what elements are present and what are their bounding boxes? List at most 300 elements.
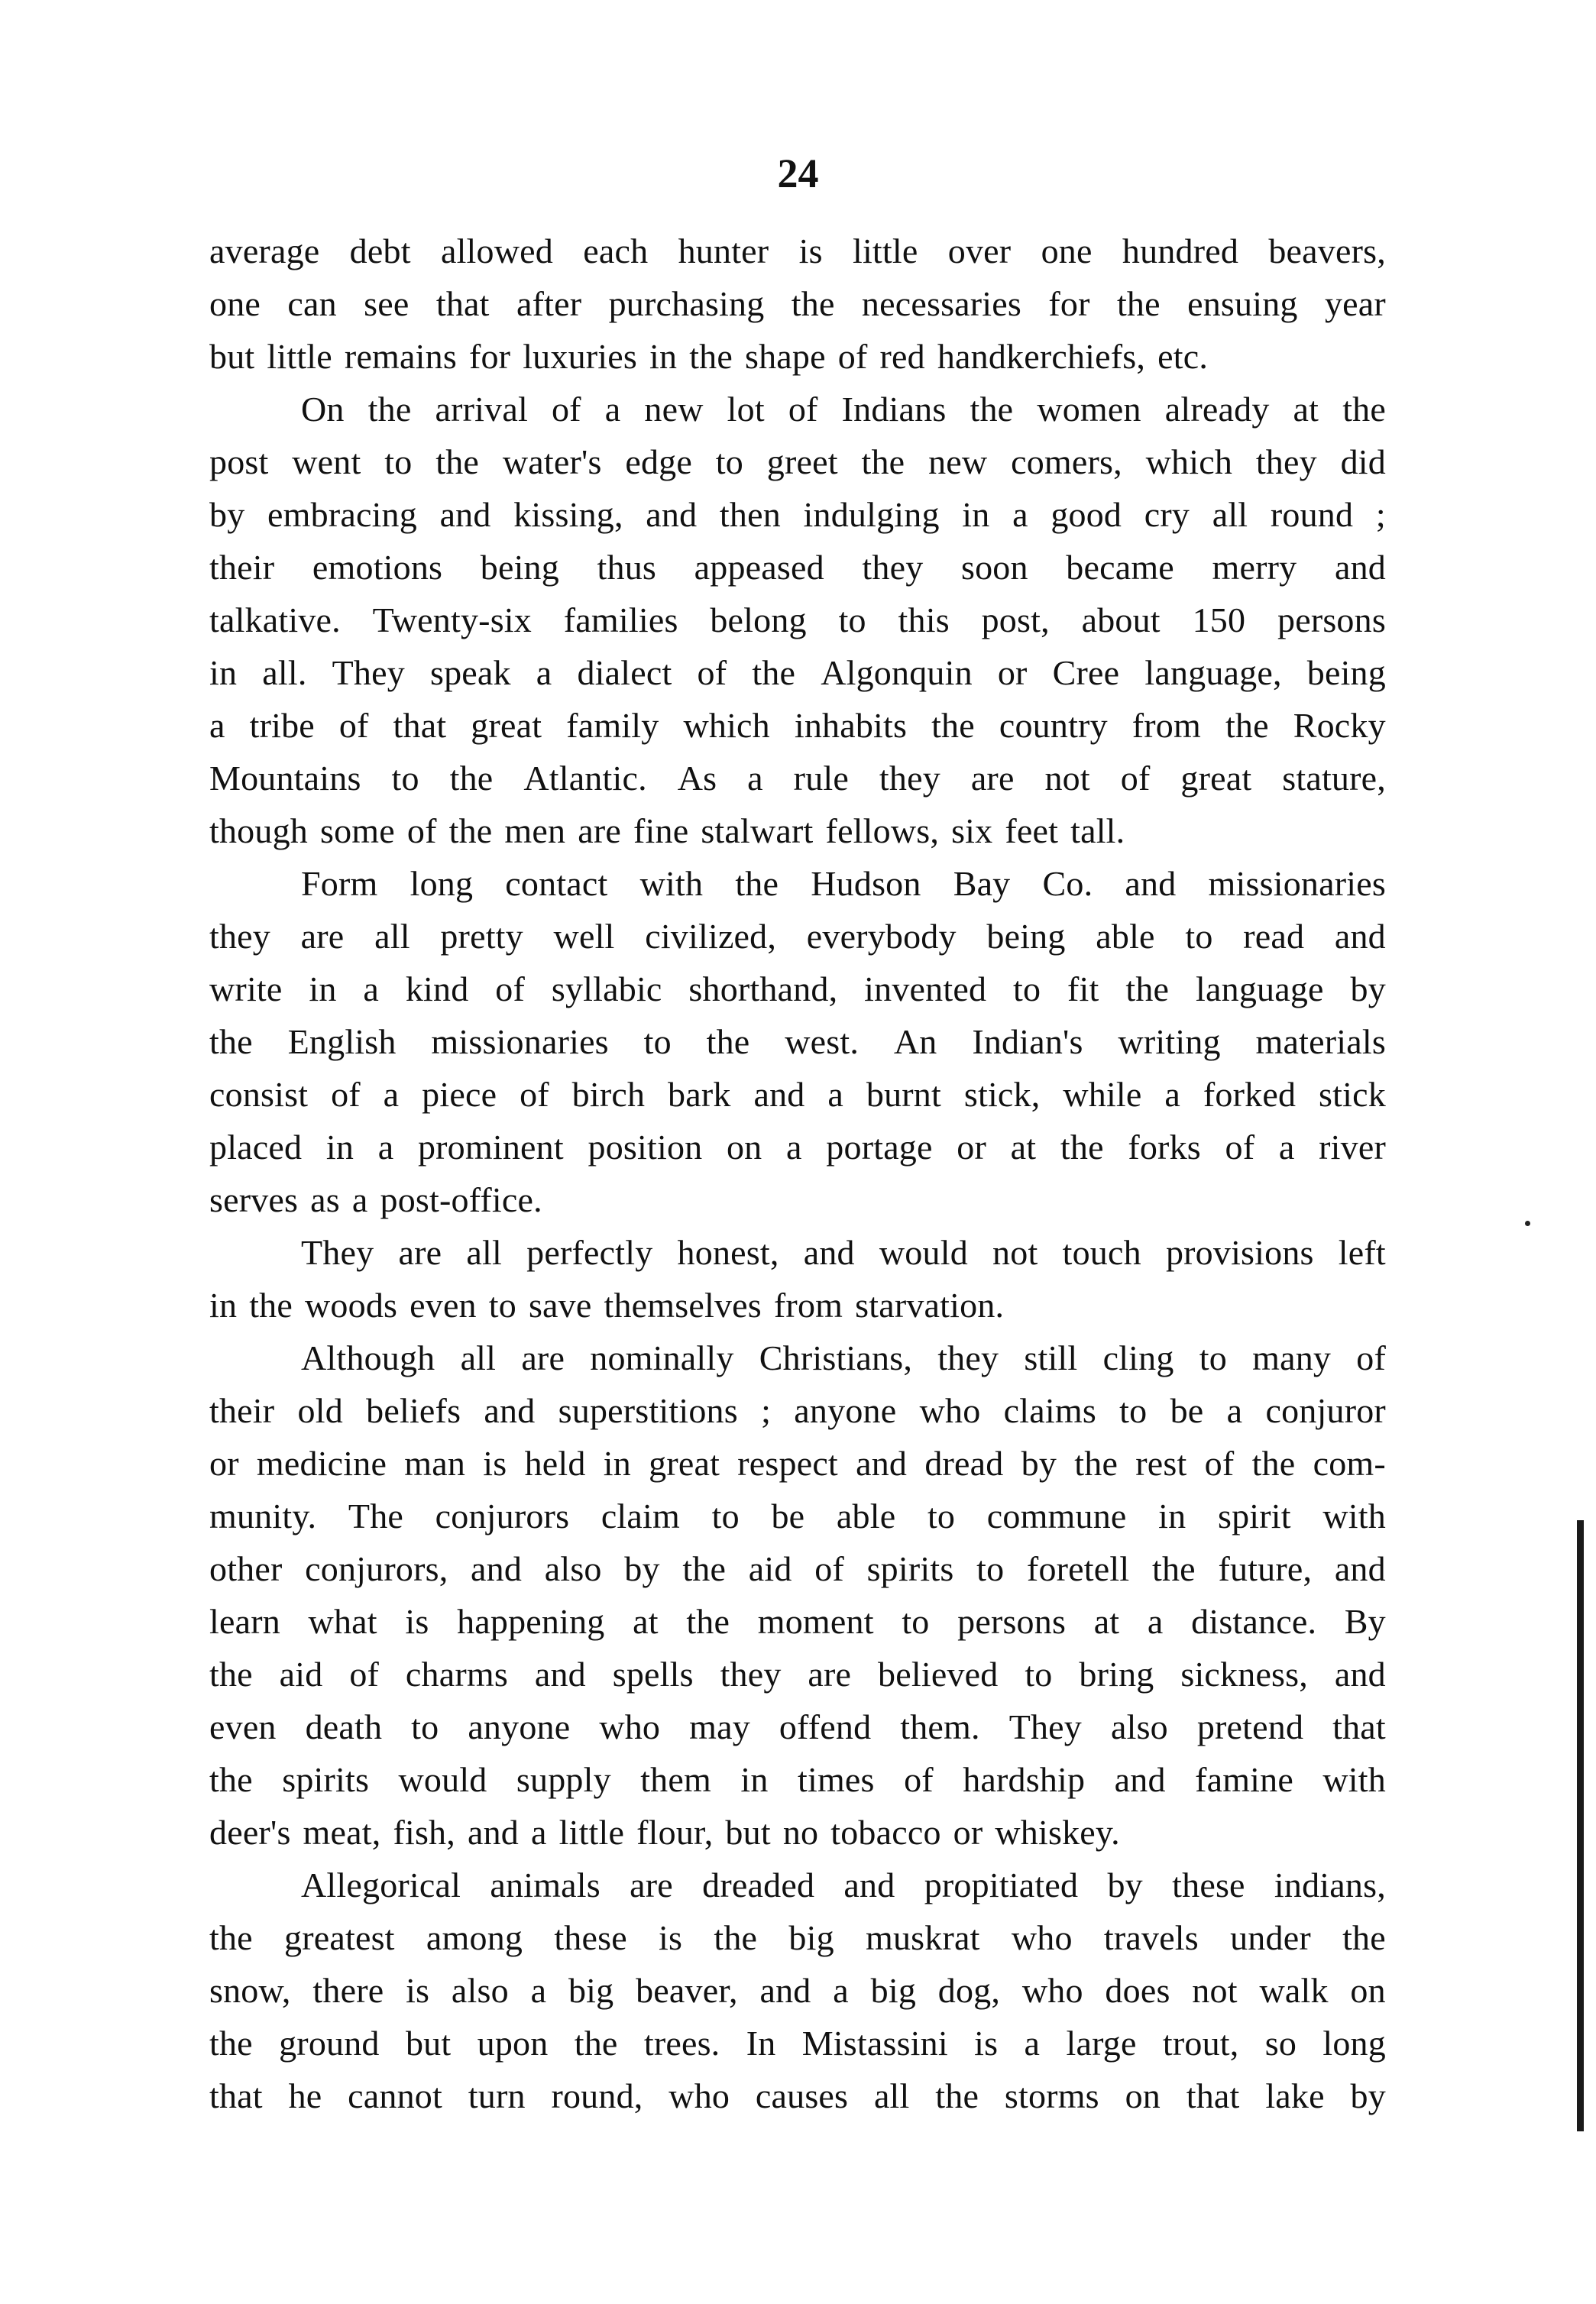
text-line <box>209 1542 1386 1595</box>
word: to <box>1025 1655 1053 1694</box>
word: and <box>471 1549 523 1588</box>
word: the <box>1225 706 1269 745</box>
word: missionaries <box>431 1022 609 1061</box>
text-line <box>209 2017 1386 2069</box>
word: placed <box>209 1128 303 1167</box>
word: upon <box>477 2024 549 2063</box>
word: a <box>1012 495 1028 534</box>
word: spirit <box>1217 1497 1291 1535</box>
word: of <box>331 1075 361 1114</box>
word: snow, <box>209 1971 291 2010</box>
word: superstitions <box>558 1391 738 1430</box>
word: to <box>384 442 413 481</box>
word: river <box>1319 1128 1386 1167</box>
word: As <box>677 759 717 798</box>
word: the <box>752 653 796 692</box>
text-line <box>209 594 1386 646</box>
word: a <box>786 1128 802 1167</box>
text-line <box>209 1384 1386 1437</box>
word: is <box>798 231 823 270</box>
word: the <box>970 390 1014 429</box>
word: They <box>1008 1707 1083 1746</box>
word: forked <box>1203 1075 1297 1114</box>
word: round <box>1270 495 1354 534</box>
word: family <box>566 706 659 745</box>
margin-dot <box>1525 1221 1530 1226</box>
word: the <box>1342 1918 1386 1957</box>
word: man <box>404 1444 466 1483</box>
word: to <box>1013 969 1041 1008</box>
word: arrival <box>435 390 528 429</box>
word: a <box>833 1971 849 2010</box>
word: not <box>1044 759 1090 798</box>
word: to <box>391 759 419 798</box>
word: birch <box>571 1075 646 1114</box>
word: invented <box>864 969 987 1008</box>
word: Rocky <box>1293 706 1386 745</box>
word: syllabic <box>551 969 662 1008</box>
word: the <box>1125 969 1170 1008</box>
word: By <box>1344 1602 1386 1641</box>
text-line <box>209 383 1386 435</box>
word: the <box>686 1602 730 1641</box>
word: of <box>551 390 581 429</box>
word: able <box>1096 917 1155 956</box>
word: six <box>951 811 993 850</box>
word: still <box>1024 1338 1078 1377</box>
word: the <box>689 337 733 376</box>
word: what <box>308 1602 377 1641</box>
word: them <box>640 1760 711 1799</box>
word: and <box>1334 917 1386 956</box>
word: ; <box>761 1391 772 1430</box>
word: rule <box>793 759 849 798</box>
word: propitiated <box>924 1866 1079 1904</box>
word: fellows, <box>825 811 940 850</box>
word: appeased <box>694 548 824 587</box>
word: woods <box>305 1286 398 1325</box>
word: post, <box>981 600 1050 639</box>
word: one <box>209 284 261 323</box>
word: women <box>1037 390 1141 429</box>
word: to <box>711 1497 740 1535</box>
text-line <box>209 910 1386 963</box>
word: ; <box>1375 495 1386 534</box>
word: to <box>902 1602 930 1641</box>
word: to <box>838 600 866 639</box>
word: men <box>504 811 566 850</box>
text-line <box>209 541 1386 594</box>
word: is <box>659 1918 683 1957</box>
word: not <box>992 1233 1038 1272</box>
word: 150 <box>1192 600 1246 639</box>
word: talkative. <box>209 600 341 639</box>
text-line <box>209 1490 1386 1542</box>
text-line <box>209 1648 1386 1700</box>
word: which <box>683 706 770 745</box>
word: would <box>879 1233 968 1272</box>
page-number: 24 <box>777 150 819 196</box>
word: piece <box>422 1075 497 1114</box>
word: embracing <box>267 495 417 534</box>
word: as <box>310 1180 340 1219</box>
word: the <box>435 442 480 481</box>
word: by <box>209 495 245 534</box>
word: perfectly <box>526 1233 653 1272</box>
word: hundred <box>1122 231 1239 270</box>
word: Allegorical <box>301 1866 461 1904</box>
word: water's <box>502 442 602 481</box>
word: the <box>209 1918 253 1957</box>
word: on <box>1125 2076 1161 2115</box>
word: turn <box>468 2076 526 2115</box>
word: handkerchiefs, <box>937 337 1146 376</box>
word: all <box>1212 495 1248 534</box>
word: can <box>287 284 337 323</box>
word: even <box>410 1286 477 1325</box>
word: a <box>1226 1391 1243 1430</box>
word: left <box>1338 1233 1386 1272</box>
word: comers, <box>1011 442 1122 481</box>
word: average <box>209 231 320 270</box>
word: all. <box>262 653 307 692</box>
text-line <box>209 1753 1386 1806</box>
word: trees. <box>643 2024 720 2063</box>
word: anyone <box>468 1707 571 1746</box>
word: the <box>1151 1549 1196 1588</box>
word: greatest <box>284 1918 395 1957</box>
word: all <box>466 1233 502 1272</box>
word: that <box>393 706 447 745</box>
word: forks <box>1128 1128 1201 1167</box>
word: a <box>383 1075 400 1114</box>
word: old <box>297 1391 343 1430</box>
word: claim <box>601 1497 680 1535</box>
word: shorthand, <box>688 969 838 1008</box>
word: bark <box>668 1075 731 1114</box>
text-line <box>209 1700 1386 1753</box>
word: travels <box>1103 1918 1199 1957</box>
word: they <box>937 1338 999 1377</box>
word: charms <box>405 1655 508 1694</box>
word: to <box>1185 917 1213 956</box>
word: being <box>480 548 559 587</box>
word: who <box>1011 1918 1073 1957</box>
word: Mistassini <box>801 2024 948 2063</box>
word: the <box>574 2024 618 2063</box>
word: of <box>814 1549 844 1588</box>
word: large <box>1066 2024 1137 2063</box>
word: pretty <box>440 917 523 956</box>
word: among <box>426 1918 523 1957</box>
word: them. <box>900 1707 980 1746</box>
word: An <box>893 1022 937 1061</box>
word: a <box>1024 2024 1041 2063</box>
word: burnt <box>866 1075 941 1114</box>
word: that <box>1186 2076 1240 2115</box>
word: of <box>1120 759 1151 798</box>
word: fish, <box>393 1813 455 1852</box>
word: able <box>836 1497 896 1535</box>
word: everybody <box>806 917 957 956</box>
word: or <box>953 1813 983 1852</box>
word: write <box>209 969 283 1008</box>
word: in <box>740 1760 769 1799</box>
word: under <box>1230 1918 1311 1957</box>
word: in <box>603 1444 631 1483</box>
word: on <box>1350 1971 1386 2010</box>
word: in <box>209 653 238 692</box>
word: aid <box>279 1655 323 1694</box>
word: of <box>349 1655 380 1694</box>
word: does <box>1105 1971 1170 2010</box>
word: a <box>363 969 380 1008</box>
word: became <box>1066 548 1174 587</box>
word: after <box>516 284 582 323</box>
word: a <box>827 1075 843 1114</box>
word: causes <box>755 2076 849 2115</box>
word: and <box>1334 548 1386 587</box>
word: some <box>319 811 395 850</box>
text-line <box>209 1595 1386 1648</box>
word: for <box>468 337 511 376</box>
word: commune <box>986 1497 1127 1535</box>
word: at <box>633 1602 659 1641</box>
word: while <box>1063 1075 1142 1114</box>
word: a <box>536 653 552 692</box>
word: long <box>410 864 474 903</box>
word: the <box>448 811 493 850</box>
word: walk <box>1259 1971 1329 2010</box>
word: to <box>715 442 743 481</box>
word: and <box>856 1444 908 1483</box>
text-line <box>209 1859 1386 1911</box>
word: Co. <box>1042 864 1093 903</box>
word: position <box>588 1128 703 1167</box>
word: being <box>986 917 1066 956</box>
word: famine <box>1195 1760 1293 1799</box>
word: allowed <box>440 231 553 270</box>
word: these <box>554 1918 627 1957</box>
word: on <box>726 1128 762 1167</box>
word: are <box>300 917 345 956</box>
word: at <box>1293 390 1319 429</box>
word: spirits <box>866 1549 954 1588</box>
word: necessaries <box>861 284 1022 323</box>
word: the <box>706 1022 750 1061</box>
word: a <box>604 390 621 429</box>
word: to <box>411 1707 439 1746</box>
word: the <box>714 1918 758 1957</box>
word: dog, <box>937 1971 1001 2010</box>
word: they <box>1255 442 1317 481</box>
word: see <box>364 284 410 323</box>
text-line <box>209 1015 1386 1068</box>
word: offend <box>779 1707 872 1746</box>
word: the <box>935 2076 979 2115</box>
word: then <box>719 495 781 534</box>
word: big <box>788 1918 834 1957</box>
word: all <box>460 1338 497 1377</box>
word: bring <box>1079 1655 1154 1694</box>
word: prominent <box>417 1128 564 1167</box>
word: believed <box>878 1655 999 1694</box>
word: of <box>697 653 727 692</box>
text-line <box>209 330 1386 383</box>
word: to <box>1199 1338 1227 1377</box>
word: greet <box>766 442 838 481</box>
text-line <box>209 1332 1386 1384</box>
word: Bay <box>953 864 1011 903</box>
word: at <box>1010 1128 1037 1167</box>
word: other <box>209 1549 283 1588</box>
word: are <box>970 759 1015 798</box>
word: honest, <box>677 1233 779 1272</box>
text-line <box>209 1121 1386 1173</box>
word: foretell <box>1026 1549 1130 1588</box>
word: to <box>488 1286 516 1325</box>
word: a <box>351 1180 368 1219</box>
word: and <box>1125 864 1177 903</box>
word: good <box>1051 495 1122 534</box>
word: lot <box>727 390 765 429</box>
word: by <box>1350 969 1386 1008</box>
word: hardship <box>963 1760 1086 1799</box>
word: great <box>649 1444 720 1483</box>
word: that <box>435 284 490 323</box>
word: are <box>521 1338 565 1377</box>
word: and <box>1114 1760 1166 1799</box>
word: portage <box>826 1128 933 1167</box>
text-line <box>209 699 1386 752</box>
word: which <box>1145 442 1233 481</box>
word: kind <box>405 969 469 1008</box>
word: no <box>782 1813 819 1852</box>
word: tribe <box>249 706 315 745</box>
word: of <box>904 1760 934 1799</box>
word: rest <box>1135 1444 1187 1483</box>
word: Christians, <box>759 1338 913 1377</box>
word: the <box>1060 1128 1104 1167</box>
word: the <box>1074 1444 1118 1483</box>
word: post-office. <box>380 1180 542 1219</box>
word: Indians <box>841 390 947 429</box>
word: learn <box>209 1602 280 1641</box>
word: the <box>367 390 412 429</box>
word: of <box>520 1075 549 1114</box>
word: by <box>624 1549 660 1588</box>
word: animals <box>490 1866 601 1904</box>
word: little <box>558 1813 625 1852</box>
word: in <box>649 337 678 376</box>
word: are <box>630 1866 673 1904</box>
word: a <box>530 1971 547 2010</box>
word: aid <box>748 1549 792 1588</box>
word: to <box>927 1497 956 1535</box>
word: in <box>325 1128 354 1167</box>
word: to <box>643 1022 672 1061</box>
word: little <box>267 337 332 376</box>
word: with <box>639 864 704 903</box>
word: fine <box>633 811 689 850</box>
word: that <box>209 2076 263 2115</box>
word: this <box>898 600 950 639</box>
word: many <box>1252 1338 1332 1377</box>
word: by <box>1021 1444 1057 1483</box>
word: and <box>759 1971 811 2010</box>
text-line <box>209 752 1386 804</box>
word: belong <box>710 600 807 639</box>
word: serves <box>209 1180 299 1219</box>
word: purchasing <box>608 284 765 323</box>
word: he <box>288 2076 322 2115</box>
word: happening <box>457 1602 605 1641</box>
word: save <box>528 1286 592 1325</box>
word: distance. <box>1191 1602 1317 1641</box>
word: their <box>209 1391 275 1430</box>
word: cling <box>1102 1338 1174 1377</box>
word: touch <box>1062 1233 1141 1272</box>
word: big <box>870 1971 917 2010</box>
word: Form <box>301 864 378 903</box>
word: the <box>209 2024 253 2063</box>
word: Although <box>301 1338 435 1377</box>
word: the <box>791 284 835 323</box>
word: the <box>1251 1444 1296 1483</box>
word: of <box>338 706 369 745</box>
word: well <box>553 917 615 956</box>
word: they <box>720 1655 782 1694</box>
word: Twenty-six <box>372 600 532 639</box>
word: stature, <box>1282 759 1386 798</box>
word: all <box>374 917 410 956</box>
word: tall. <box>1070 811 1125 850</box>
word: be <box>1170 1391 1204 1430</box>
text-line <box>209 435 1386 488</box>
word: held <box>524 1444 586 1483</box>
word: Mountains <box>209 759 361 798</box>
word: new <box>644 390 704 429</box>
word: all <box>873 2076 910 2115</box>
word: ensuing <box>1187 284 1298 323</box>
word: stick, <box>963 1075 1041 1114</box>
word: by <box>1350 2076 1386 2115</box>
word: great <box>471 706 542 745</box>
word: of <box>1204 1444 1235 1483</box>
word: tobacco <box>830 1813 941 1852</box>
word: are <box>398 1233 442 1272</box>
word: but <box>209 337 255 376</box>
word: a <box>377 1128 394 1167</box>
word: also <box>544 1549 602 1588</box>
word: and <box>484 1391 536 1430</box>
word: claims <box>1003 1391 1096 1430</box>
word: or <box>997 653 1028 692</box>
text-line <box>209 1964 1386 2017</box>
word: a <box>209 706 225 745</box>
word: death <box>305 1707 383 1746</box>
word: speak <box>429 653 511 692</box>
word: debt <box>349 231 411 270</box>
word: spells <box>612 1655 694 1694</box>
word: each <box>583 231 649 270</box>
word: hunter <box>678 231 769 270</box>
word: and <box>534 1655 586 1694</box>
word: went <box>292 442 361 481</box>
word: civilized, <box>645 917 777 956</box>
word: read <box>1243 917 1305 956</box>
word: they <box>209 917 270 956</box>
